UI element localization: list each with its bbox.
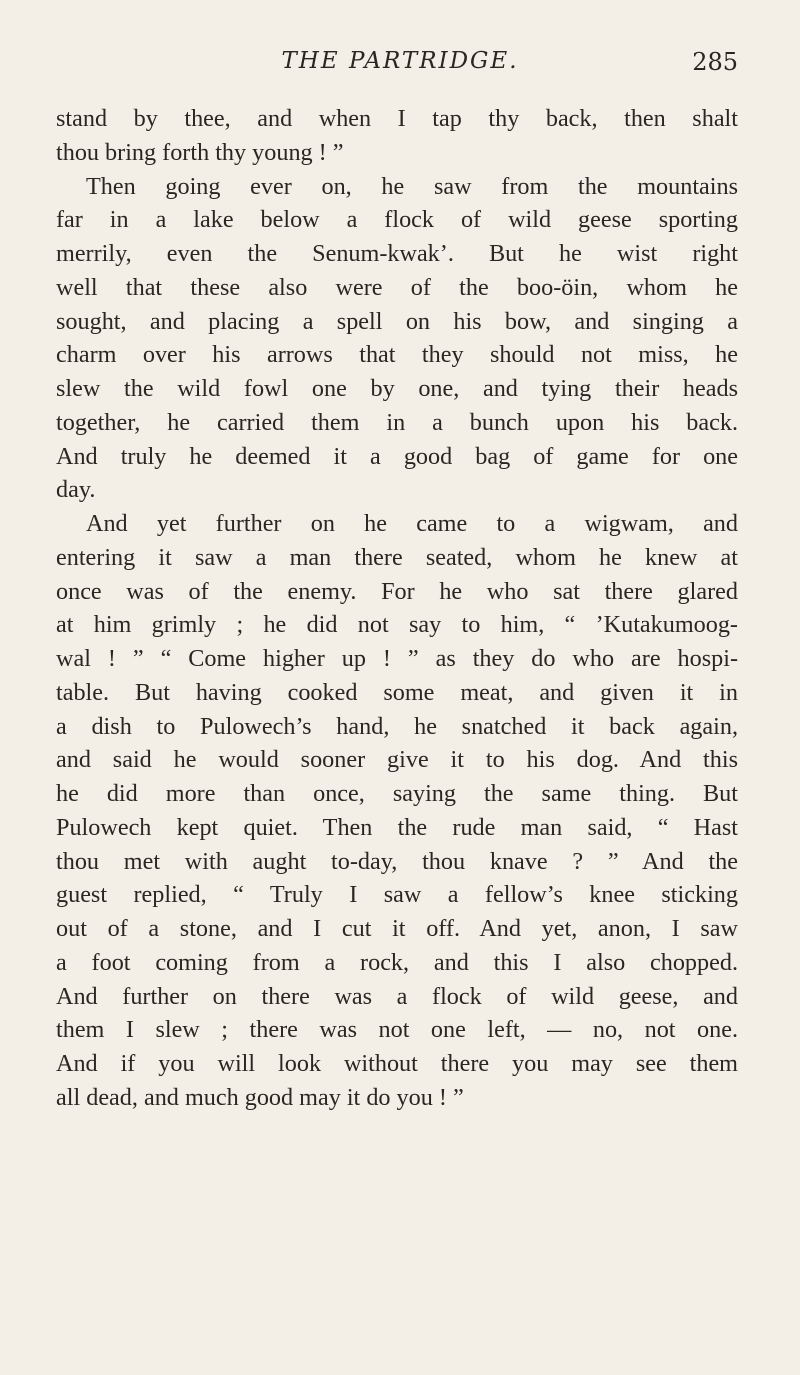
body-text xyxy=(56,102,738,1115)
page-number: 285 xyxy=(692,48,738,76)
text-line: together, he carried them in a bunch upon his back. xyxy=(56,408,738,436)
text-line: charm over his arrows that they should not miss, he xyxy=(56,341,738,369)
text-line: thou met with aught to-day, thou knave ? ” And the xyxy=(56,847,738,875)
text-line: once was of the enemy. For he who sat there glared xyxy=(56,577,738,605)
text-line: entering it saw a man there seated, whom he knew at xyxy=(56,543,738,571)
text-line: at him grimly ; he did not say to him, “ ’Kutakumoog- xyxy=(56,611,738,639)
text-line: a foot coming from a rock, and this I also chopped. xyxy=(56,948,738,976)
text-line: And yet further on he came to a wigwam, and xyxy=(86,510,738,537)
text-line: well that these also were of the boo-öin, whom he xyxy=(56,273,738,301)
text-line: wal ! ” “ Come higher up ! ” as they do who are hospi- xyxy=(56,645,738,672)
page-header xyxy=(0,48,800,88)
text-line: and said he would sooner give it to his dog. And this xyxy=(56,746,738,774)
text-line: Then going ever on, he saw from the mountains xyxy=(86,172,738,200)
text-line: And if you will look without there you may see them xyxy=(56,1050,738,1077)
text-line: thou bring forth thy young ! ” xyxy=(56,138,344,166)
text-line: table. But having cooked some meat, and given it in xyxy=(56,678,738,706)
text-line: guest replied, “ Truly I saw a fellow’s knee sticking xyxy=(56,881,738,909)
text-line: And truly he deemed it a good bag of game for one xyxy=(56,442,738,470)
text-line: Pulowech kept quiet. Then the rude man said, “ Hast xyxy=(56,813,738,841)
text-line: slew the wild fowl one by one, and tying their heads xyxy=(56,375,738,402)
text-line: stand by thee, and when I tap thy back, then shalt xyxy=(56,105,738,132)
text-line: day. xyxy=(56,476,96,504)
text-line: a dish to Pulowech’s hand, he snatched it back again, xyxy=(56,712,738,740)
text-line: all dead, and much good may it do you ! ” xyxy=(56,1083,464,1111)
text-line: out of a stone, and I cut it off. And yet, anon, I saw xyxy=(56,915,738,942)
running-title: THE PARTRIDGE. xyxy=(281,48,519,74)
text-line: far in a lake below a flock of wild geese sporting xyxy=(56,206,738,234)
text-line: he did more than once, saying the same thing. But xyxy=(56,780,738,807)
text-line: sought, and placing a spell on his bow, and singing a xyxy=(56,307,738,335)
text-line: And further on there was a flock of wild geese, and xyxy=(56,982,738,1010)
text-line: them I slew ; there was not one left, — no, not one. xyxy=(56,1016,738,1044)
text-line: merrily, even the Senum-kwak’. But he wist right xyxy=(56,240,738,267)
